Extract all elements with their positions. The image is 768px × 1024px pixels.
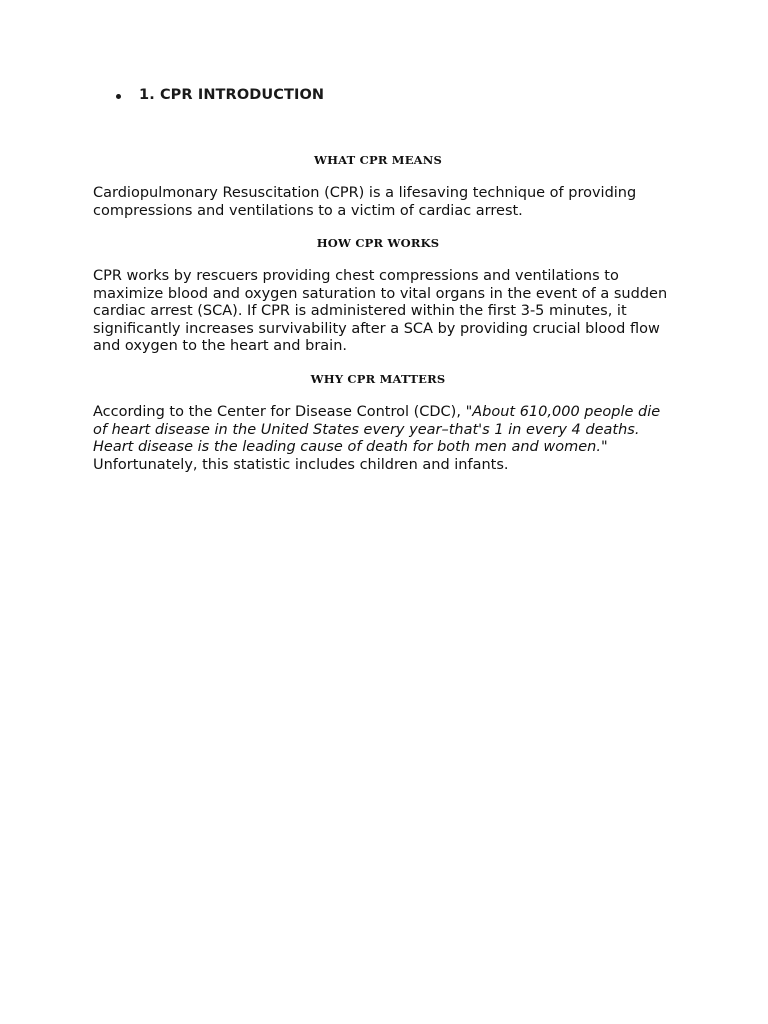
paragraph-why-cpr-matters xyxy=(93,404,673,474)
paragraph-outro: Unfortunately, this statistic includes children and infants. xyxy=(93,456,509,473)
list-item-cpr-introduction xyxy=(116,87,324,103)
paragraph-how-cpr-works: CPR works by rescuers providing chest compressions and ventilations to maximize blood and oxygen saturation to vital organs in the event of a sudden cardiac arrest (SCA). If CPR is administered within the first 3-5 minutes, it significantly increases survivability after a SCA by providing crucial blood flow and oxygen to the heart and brain. xyxy=(93,268,668,354)
list-item-label: 1. CPR INTRODUCTION xyxy=(139,87,325,103)
cdc-quote: "About 610,000 people die of heart disease in the United States every year–that's 1 in every 4 deaths. Heart disease is the leading cause of death for both men and women." xyxy=(93,404,661,455)
section-heading-why-cpr-matters: WHY CPR MATTERS xyxy=(310,372,446,386)
section-heading-what-cpr-means: WHAT CPR MEANS xyxy=(313,153,443,167)
bullet-icon xyxy=(116,94,121,99)
section-heading-how-cpr-works: HOW CPR WORKS xyxy=(316,236,440,250)
paragraph-intro: According to the Center for Disease Control (CDC), xyxy=(93,404,466,420)
paragraph-what-cpr-means: Cardiopulmonary Resuscitation (CPR) is a lifesaving technique of providing compressions and ventilations to a victim of cardiac arrest. xyxy=(93,185,637,219)
